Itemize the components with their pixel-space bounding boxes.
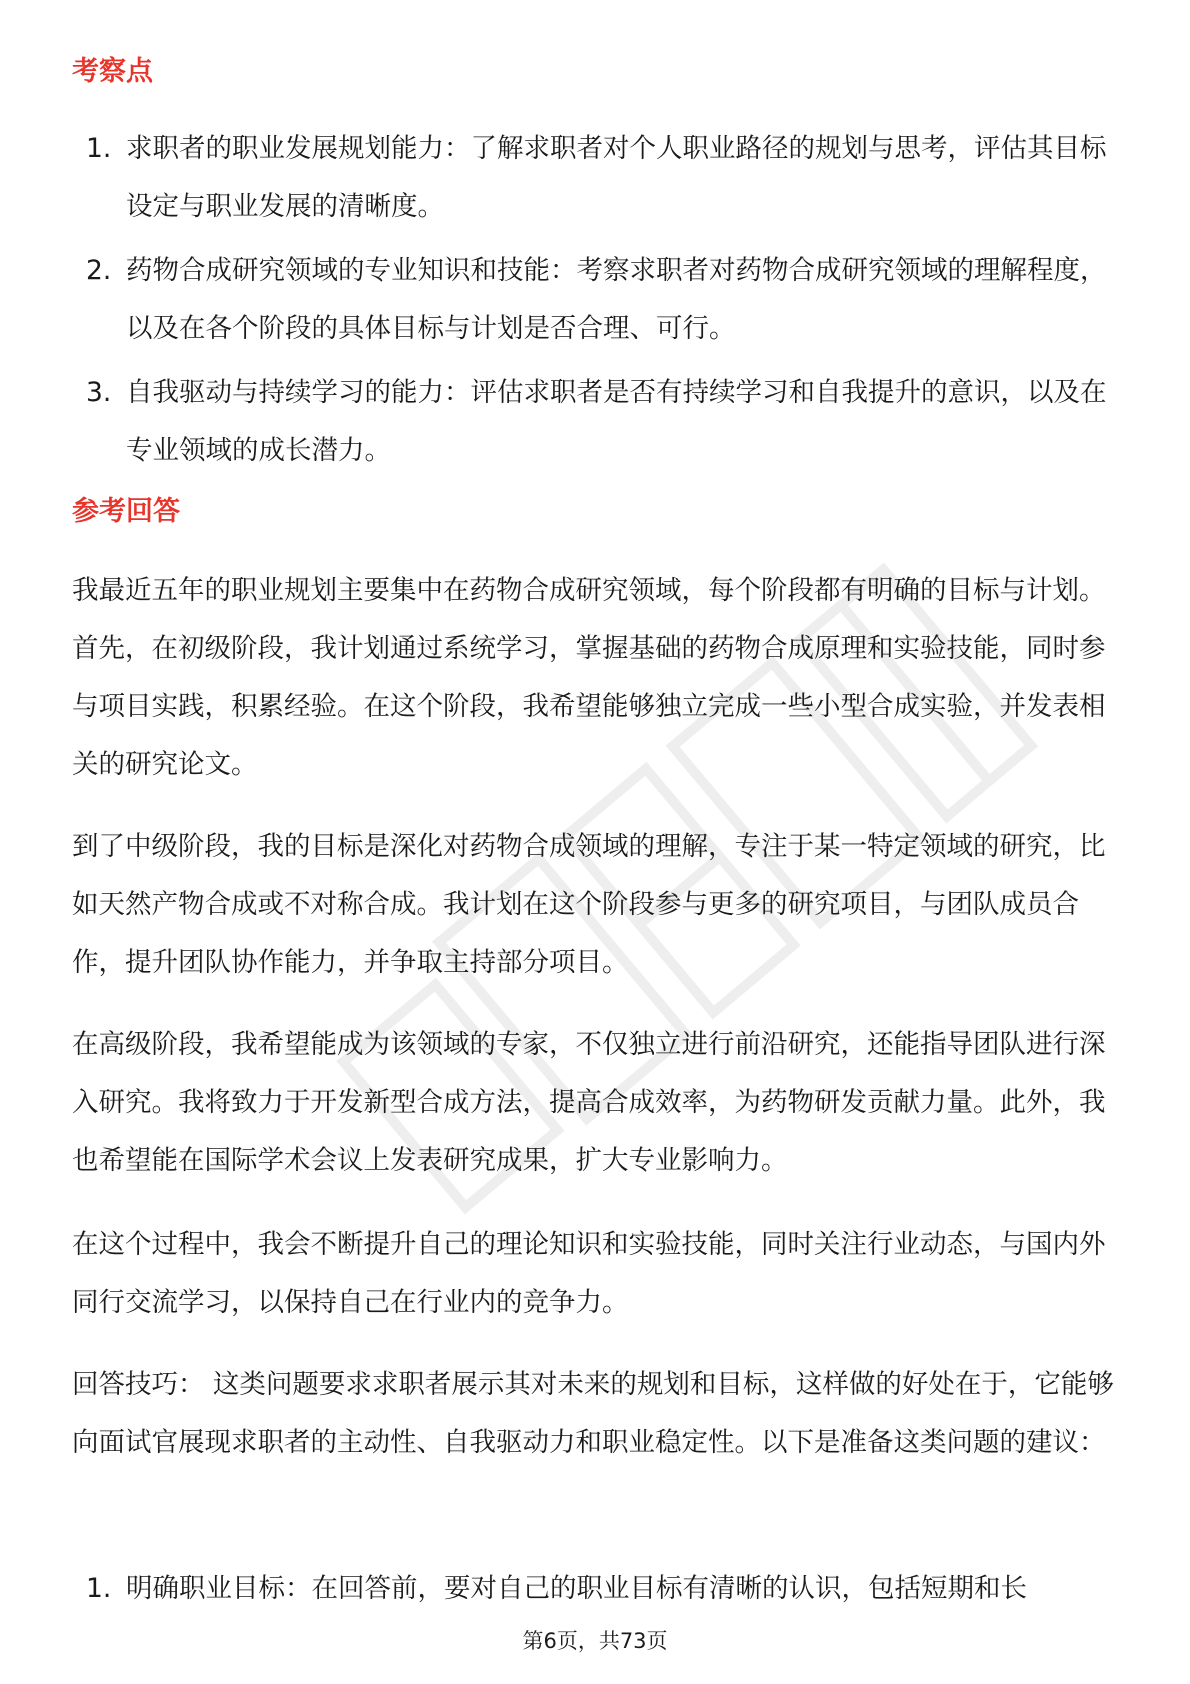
tips-list bbox=[72, 1560, 1118, 1624]
list-text: 求职者的职业发展规划能力：了解求职者对个人职业路径的规划与思考，评估其目标设定与职业发展的清晰度。 bbox=[126, 133, 1107, 222]
list-item bbox=[72, 364, 1118, 480]
list-number: 3. bbox=[86, 377, 112, 408]
list-item bbox=[72, 120, 1118, 236]
list-text: 自我驱动与持续学习的能力：评估求职者是否有持续学习和自我提升的意识，以及在专业领域的成长潜力。 bbox=[126, 377, 1107, 466]
answer-paragraph: 在这个过程中，我会不断提升自己的理论知识和实验技能，同时关注行业动态，与国内外同行交流学习，以保持自己在行业内的竞争力。 bbox=[72, 1229, 1106, 1318]
list-item bbox=[72, 242, 1118, 358]
list-number: 2. bbox=[86, 255, 112, 286]
exam-points-heading: 考察点 bbox=[72, 56, 153, 87]
list-number: 1. bbox=[86, 133, 112, 164]
answer-paragraph: 我最近五年的职业规划主要集中在药物合成研究领域，每个阶段都有明确的目标与计划。首先，在初级阶段，我计划通过系统学习，掌握基础的药物合成原理和实验技能，同时参与项目实践，积累经验。在这个阶段，我希望能够独立完成一些小型合成实验，并发表相关的研究论文。 bbox=[72, 575, 1106, 780]
answer-paragraph: 在高级阶段，我希望能成为该领域的专家，不仅独立进行前沿研究，还能指导团队进行深入研究。我将致力于开发新型合成方法，提高合成效率，为药物研发贡献力量。此外，我也希望能在国际学术会议上发表研究成果，扩大专业影响力。 bbox=[72, 1029, 1106, 1176]
exam-points-list bbox=[72, 120, 1118, 486]
answer-tips-paragraph: 回答技巧： 这类问题要求求职者展示其对未来的规划和目标，这样做的好处在于，它能够向面试官展现求职者的主动性、自我驱动力和职业稳定性。以下是准备这类问题的建议： bbox=[72, 1369, 1114, 1458]
list-text: 明确职业目标：在回答前，要对自己的职业目标有清晰的认识，包括短期和长 bbox=[126, 1573, 1027, 1604]
list-item bbox=[72, 1560, 1118, 1618]
answer-paragraph: 到了中级阶段，我的目标是深化对药物合成领域的理解，专注于某一特定领域的研究，比如天然产物合成或不对称合成。我计划在这个阶段参与更多的研究项目，与团队成员合作，提升团队协作能力，并争取主持部分项目。 bbox=[72, 831, 1106, 978]
page-footer: 第6页，共73页 bbox=[522, 1629, 668, 1653]
list-number: 1. bbox=[86, 1573, 112, 1604]
list-text: 药物合成研究领域的专业知识和技能：考察求职者对药物合成研究领域的理解程度，以及在各个阶段的具体目标与计划是否合理、可行。 bbox=[126, 255, 1107, 344]
reference-answer-heading: 参考回答 bbox=[72, 496, 180, 527]
